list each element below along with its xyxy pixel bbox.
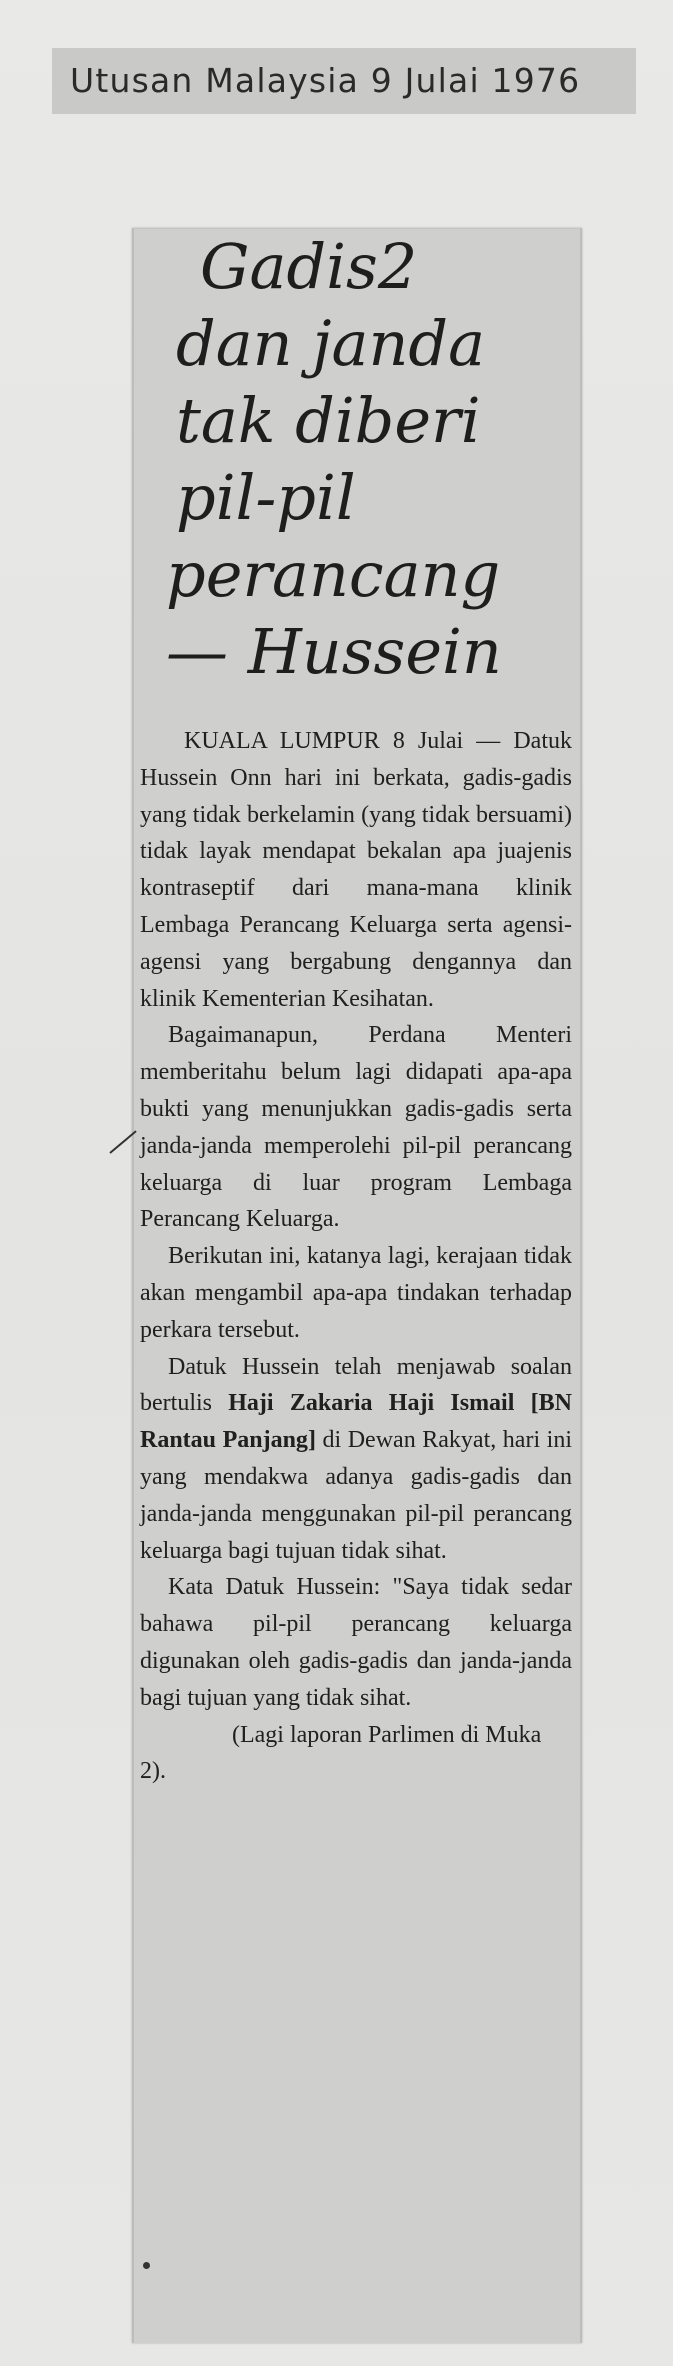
- headline-line-6: — Hussein: [166, 615, 502, 688]
- paragraph-4-rest: di Dewan Rakyat, hari ini yang mendakwa adanya gadis-gadis dan janda-janda menggunakan pil-pil perancang keluarga bagi tujuan tidak sihat.: [140, 1427, 573, 1564]
- article-paragraph-4: [140, 1349, 572, 1570]
- headline-line-4: pil-pil: [176, 461, 356, 534]
- mp-name: Haji Zakaria Haji Ismail: [228, 1390, 515, 1417]
- headline-line-2: dan janda: [176, 307, 486, 380]
- continued-note: (Lagi laporan Parlimen di Muka 2).: [140, 1721, 542, 1785]
- headline-line-3: tak diberi: [176, 384, 481, 457]
- paragraph-4-lead: Datuk Hussein telah menjawab soalan bertulis: [140, 1353, 572, 1417]
- bracket-close: ]: [307, 1427, 316, 1454]
- article-paragraph-2: Bagaimanapun, Perdana Menteri memberitahu belum lagi didapati apa-apa bukti yang menunjukkan gadis-gadis serta janda-janda memperolehi pil-pil perancang keluarga di luar program Lembaga Perancang Keluarga.: [140, 1022, 572, 1233]
- bracket-open: [: [530, 1390, 539, 1417]
- headline: [166, 228, 572, 690]
- newspaper-clipping: [132, 228, 582, 2343]
- article-paragraph-3: Berikutan ini, katanya lagi, kerajaan tidak akan mengambil apa-apa tindakan terhadap perkara tersebut.: [140, 1243, 572, 1343]
- article-body: [140, 723, 572, 1790]
- headline-line-5: perancang: [166, 538, 501, 611]
- article-paragraph-1: KUALA LUMPUR 8 Julai — Datuk Hussein Onn hari ini berkata, gadis-gadis yang tidak berkelamin (yang tidak bersuami) tidak layak mendapat bekalan apa juajenis kontraseptif dari mana-mana klinik Lembaga Perancang Keluarga serta agensi-agensi yang bergabung dengannya dan klinik Kementerian Kesihatan.: [140, 728, 572, 1012]
- ink-dot: [143, 2262, 150, 2269]
- mp-constituency: BN Rantau Panjang: [140, 1390, 573, 1454]
- source-label: Utusan Malaysia 9 Julai 1976: [52, 48, 636, 114]
- headline-line-1: Gadis2: [200, 230, 418, 303]
- article-paragraph-5: Kata Datuk Hussein: "Saya tidak sedar bahawa pil-pil perancang keluarga digunakan oleh gadis-gadis dan janda-janda bagi tujuan yang tidak sihat.: [140, 1574, 572, 1711]
